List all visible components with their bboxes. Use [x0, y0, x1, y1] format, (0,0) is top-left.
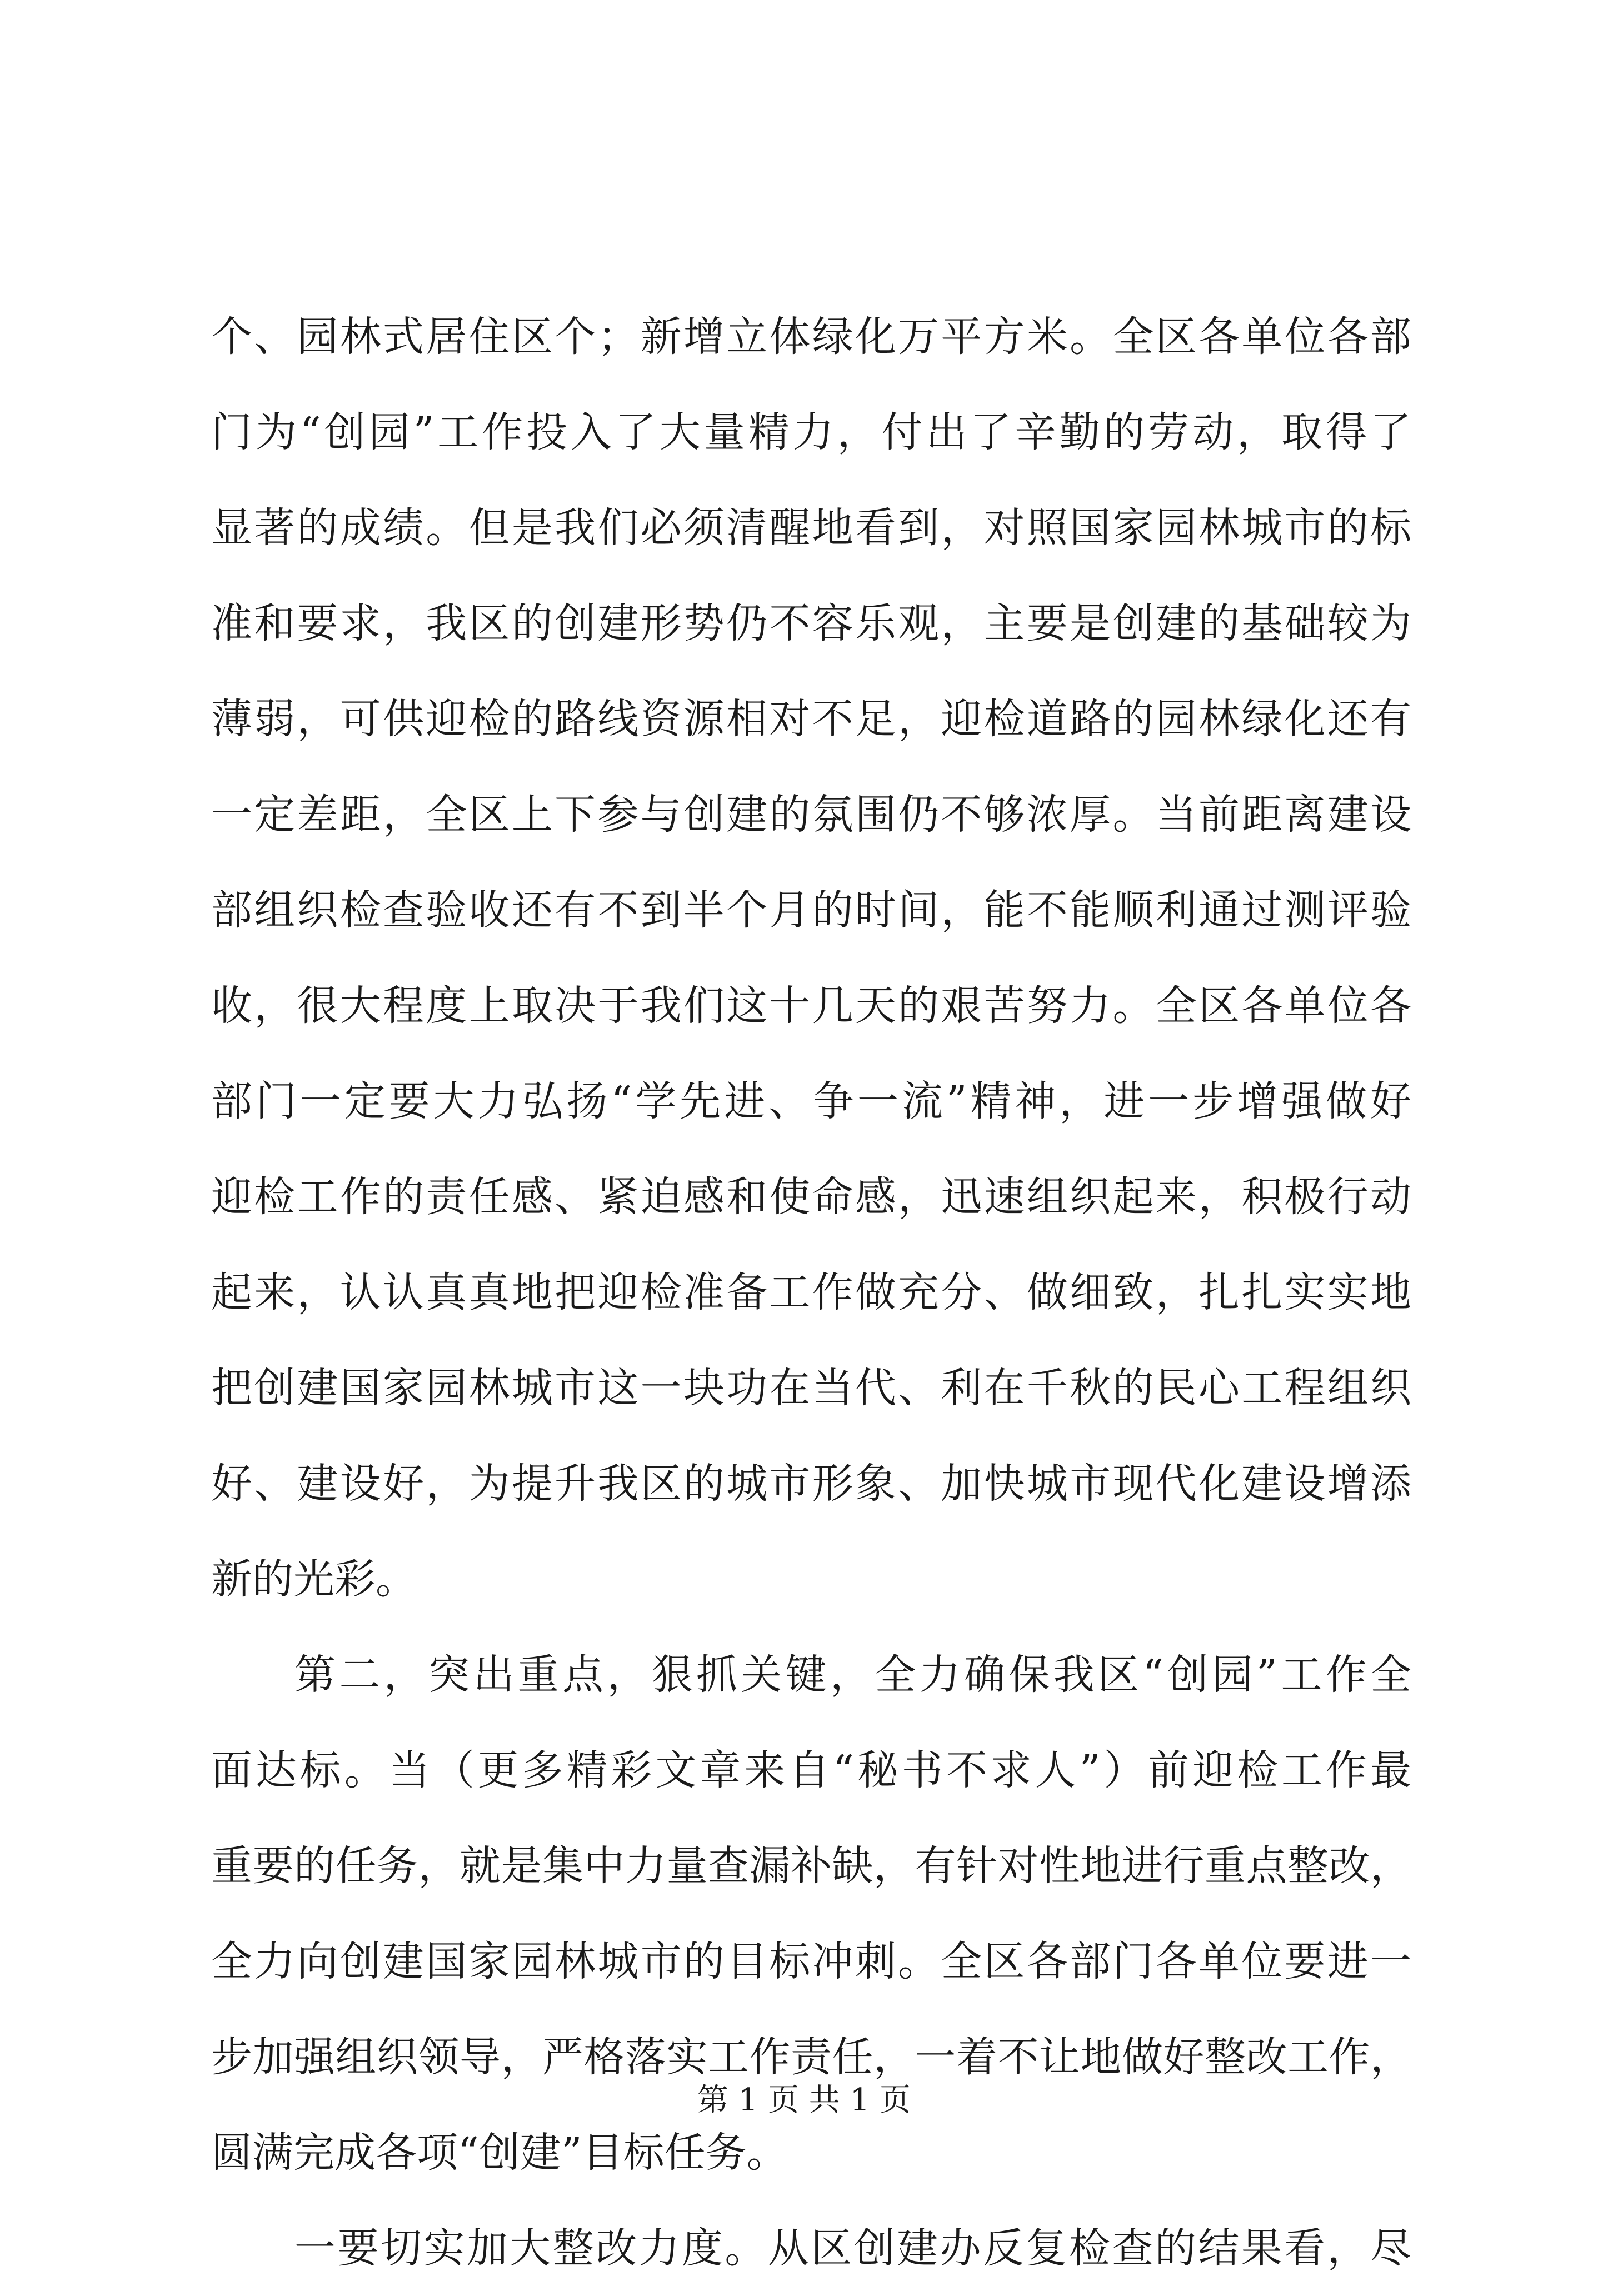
text-line: 显著的成绩。但是我们必须清醒地看到，对照国家园林城市的标 — [211, 504, 1411, 552]
text-line: 部组织检查验收还有不到半个月的时间，能不能顺利通过测评验 — [211, 886, 1411, 934]
text-line: 一要切实加大整改力度。从区创建办反复检查的结果看，尽 — [294, 2224, 1411, 2272]
document-body — [211, 289, 1411, 2296]
text-line: 准和要求，我区的创建形势仍不容乐观，主要是创建的基础较为 — [211, 600, 1411, 647]
text-line: 起来，认认真真地把迎检准备工作做充分、做细致，扎扎实实地 — [211, 1269, 1411, 1316]
text-line: 好、建设好，为提升我区的城市形象、加快城市现代化建设增添 — [211, 1460, 1411, 1508]
text-line: 个、园林式居住区个；新增立体绿化万平方米。全区各单位各部 — [211, 313, 1411, 361]
text-line: 第二，突出重点，狠抓关键，全力确保我区“创园”工作全 — [294, 1651, 1411, 1699]
text-line: 部门一定要大力弘扬“学先进、争一流”精神，进一步增强做好 — [211, 1077, 1411, 1125]
text-line: 全力向创建国家园林城市的目标冲刺。全区各部门各单位要进一 — [211, 1938, 1411, 1985]
text-line: 薄弱，可供迎检的路线资源相对不足，迎检道路的园林绿化还有 — [211, 695, 1411, 743]
text-line: 新的光彩。 — [211, 1555, 417, 1603]
text-line: 收，很大程度上取决于我们这十几天的艰苦努力。全区各单位各 — [211, 982, 1411, 1030]
text-line: 一定差距，全区上下参与创建的氛围仍不够浓厚。当前距离建设 — [211, 791, 1411, 838]
page-footer — [0, 2078, 1608, 2123]
paragraph — [211, 289, 1411, 1627]
text-line: 门为“创园”工作投入了大量精力，付出了辛勤的劳动，取得了 — [211, 408, 1411, 456]
text-line: 面达标。当（更多精彩文章来自“秘书不求人”）前迎检工作最 — [211, 1746, 1411, 1794]
text-line: 迎检工作的责任感、紧迫感和使命感，迅速组织起来，积极行动 — [211, 1173, 1411, 1221]
text-line: 把创建国家园林城市这一块功在当代、利在千秋的民心工程组织 — [211, 1364, 1411, 1412]
page-number-label: 第 1 页 共 1 页 — [697, 2082, 911, 2118]
text-line: 步加强组织领导，严格落实工作责任，一着不让地做好整改工作， — [211, 2033, 1411, 2081]
text-line: 重要的任务，就是集中力量查漏补缺，有针对性地进行重点整改， — [211, 1842, 1411, 1890]
text-line: 圆满完成各项“创建”目标任务。 — [211, 2129, 788, 2177]
paragraph — [211, 2200, 1411, 2296]
